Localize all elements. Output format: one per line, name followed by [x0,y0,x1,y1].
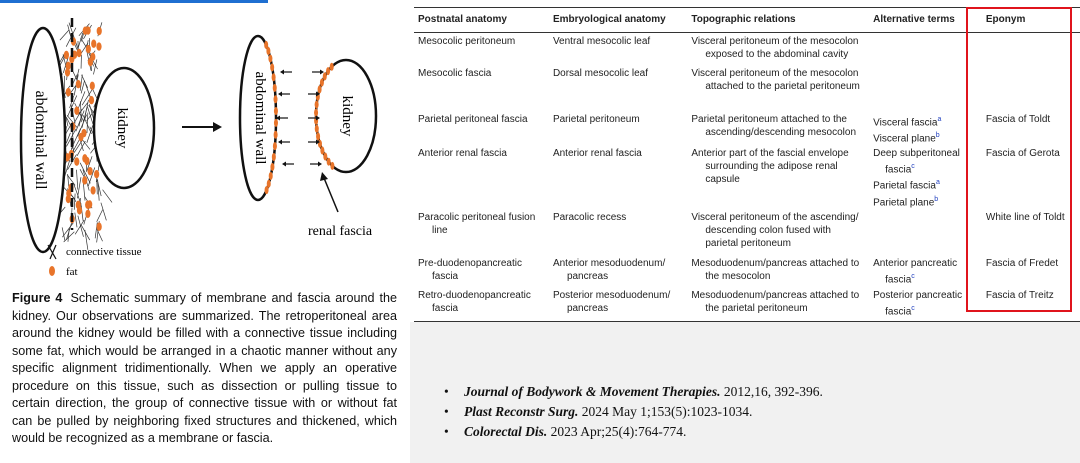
reference-journal: Colorectal Dis. [464,424,548,439]
cell-topographic: Anterior part of the fascial envelope surrounding the adipose renal capsule [691,148,849,186]
footnote-marker[interactable]: b [934,195,939,203]
figure-caption-text: Schematic summary of membrane and fascia around the kidney. Our observations are summarized. The retroperitoneal area around the kidney would be filled with a connective tissue including some fat, which would be arranged in a chaotic manner without any specific alignment tridimentionally. When we apply an operative procedure on this tissue, such as dissection or pulling tissue to certain direction, the group of connective tissue with or without fat can be pulled by neighboring fixed structures and thickened, which would be recognized as a membrane or fascia. [12,291,397,445]
cell-eponym: White line of Toldt [985,212,1065,224]
reference-detail: 2012,16, 392-396. [720,384,823,399]
cell-topographic: Visceral peritoneum of the ascending/ descending colon fused with parietal peritoneum [691,212,859,250]
figure-panel [0,0,405,463]
legend-connective-tissue-label: connective tissue [66,246,142,258]
renal-fascia-pointer [324,178,338,212]
legend-fat [49,266,78,278]
cell-alternative [869,209,982,255]
cell-postnatal: Retro-duodenopancreatic fascia [414,287,549,322]
cell-postnatal: Paracolic peritoneal fusion line [418,212,536,237]
references-area [410,322,1080,463]
cell-eponym: Fascia of Fredet [985,258,1059,270]
anatomy-table [414,7,1080,322]
transition-arrow-head [213,122,222,132]
cell-postnatal: Mesocolic fascia [418,67,492,79]
cell-topographic: Visceral peritoneum of the mesocolon exposed to the abdominal cavity [691,36,859,60]
alternative-term: Visceral plane$^b$ [873,131,940,145]
alternative-term: Parietal fascia$^a$ [873,179,940,192]
cell-eponym [982,33,1080,65]
cell-eponym: Fascia of Gerota [985,148,1060,160]
cell-alternative [869,255,982,287]
cell-eponym: Fascia of Toldt [985,113,1051,125]
table-body [414,33,1080,322]
kidney-fascia-diagram [0,0,405,290]
cell-embryological: Posterior mesoduodenum/ pancreas [549,287,687,322]
cell-embryological: Dorsal mesocolic leaf [552,67,648,79]
alternative-term: Parietal plane$^b$ [873,195,939,209]
reference-item [444,402,823,422]
cell-postnatal: Parietal peritoneal fascia [418,113,528,125]
references-list [444,382,823,442]
cell-alternative [869,111,982,146]
cell-topographic: Visceral peritoneum of the mesocolon attached to the parietal peritoneum [691,67,860,92]
alternative-term: Visceral fascia$^a$ [873,115,942,128]
table-row [414,33,1080,65]
header-embryological: Embryological anatomy [549,8,687,33]
cell-embryological: Ventral mesocolic leaf [552,36,651,47]
cell-topographic: Mesoduodenum/pancreas attached to the mesocolon [691,258,860,283]
kidney-label-left: kidney [114,107,130,149]
table-row [414,145,1080,209]
figure-caption [12,290,397,448]
reference-journal: Plast Reconstr Surg. [464,404,579,419]
renal-fascia-pointer-head [320,172,328,181]
cell-alternative [869,145,982,209]
cell-embryological: Anterior renal fascia [552,148,642,160]
kidney-label-right: kidney [339,95,355,137]
cell-embryological: Parietal peritoneum [552,113,640,125]
alternative-term: Anterior pancreatic fascia$^c$ [873,258,958,286]
table-row [414,287,1080,322]
cell-postnatal: Mesocolic peritoneum [418,36,516,47]
cell-alternative [869,65,982,111]
cell-eponym [982,65,1080,111]
legend-fat-label: fat [66,266,78,278]
reference-detail: 2024 May 1;153(5):1023-1034. [578,404,753,419]
table-panel [410,0,1080,463]
header-alternative: Alternative terms [869,8,982,33]
footnote-marker[interactable]: a [937,115,942,123]
reference-item [444,382,823,402]
table-row [414,111,1080,146]
abdominal-wall-label-right: abdominal wall [252,71,268,165]
header-eponym: Eponym [982,8,1080,33]
reference-item [444,422,823,442]
cell-eponym: Fascia of Treitz [982,287,1080,322]
cell-postnatal: Pre-duodenopancreatic fascia [418,258,522,283]
header-topographic: Topographic relations [687,8,869,33]
table-row [414,209,1080,255]
figure-caption-label: Figure 4 [12,291,63,305]
cell-alternative [869,287,982,322]
cell-postnatal: Anterior renal fascia [418,148,507,160]
cell-embryological: Paracolic recess [552,212,627,224]
reference-journal: Journal of Bodywork & Movement Therapies. [464,384,721,399]
cell-topographic: Mesoduodenum/pancreas attached to the parietal peritoneum [687,287,869,322]
table-header-row [414,8,1080,33]
table-area [410,0,1080,320]
reference-detail: 2023 Apr;25(4):764-774. [547,424,687,439]
table-row [414,65,1080,111]
cell-embryological: Anterior mesoduodenum/ pancreas [552,258,666,283]
table-row [414,255,1080,287]
legend-connective-tissue [48,245,142,259]
footnote-marker[interactable]: c [911,273,915,281]
cell-topographic: Parietal peritoneum attached to the ascending/descending mesocolon [691,113,857,138]
pulling-arrows [276,70,324,167]
alternative-term: Posterior pancreatic fascia$^c$ [873,290,963,318]
footnote-marker[interactable]: c [911,163,915,171]
alternative-term: Deep subperitoneal fascia$^c$ [873,148,960,176]
header-postnatal: Postnatal anatomy [414,8,549,33]
abdominal-wall-label-left: abdominal wall [32,90,49,190]
footnote-marker[interactable]: a [935,179,940,187]
footnote-marker[interactable]: b [935,131,940,139]
renal-fascia-label: renal fascia [308,224,373,239]
footnote-marker[interactable]: c [911,305,915,313]
cell-alternative [869,33,982,65]
